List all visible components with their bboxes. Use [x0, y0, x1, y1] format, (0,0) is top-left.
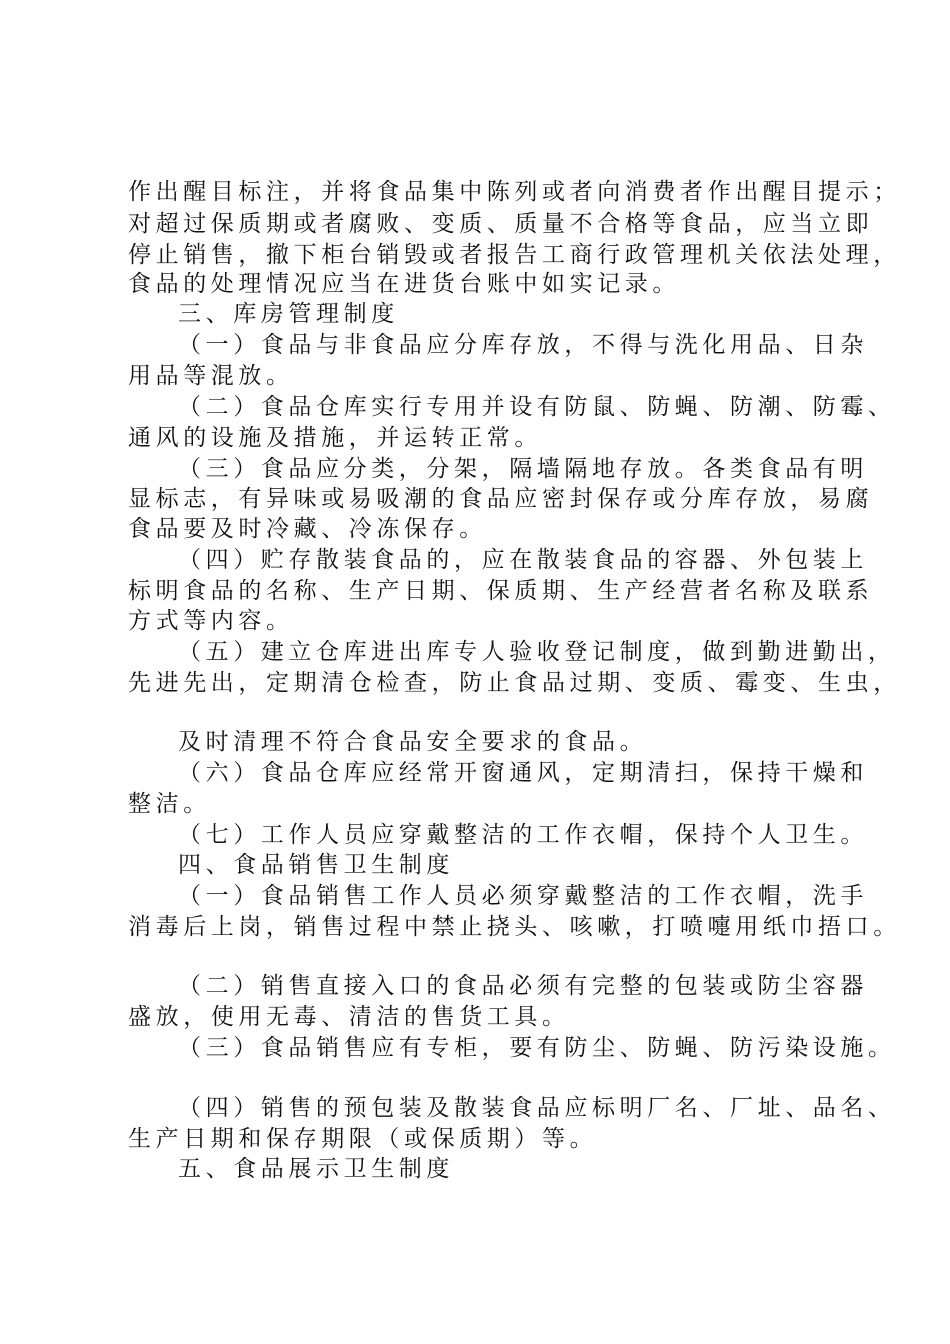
text-line: 整洁。 — [128, 791, 211, 817]
text-line: 用品等混放。 — [128, 363, 294, 389]
text-line: （六）食品仓库应经常开窗通风，定期清扫，保持干燥和 — [178, 760, 868, 786]
text-line: 生产日期和保存期限（或保质期）等。 — [128, 1126, 598, 1152]
section-heading: 四、食品销售卫生制度 — [178, 852, 454, 878]
section-heading: 五、食品展示卫生制度 — [178, 1156, 454, 1182]
text-line: 作出醒目标注，并将食品集中陈列或者向消费者作出醒目提示； — [128, 179, 901, 205]
text-line: 先进先出，定期清仓检查，防止食品过期、变质、霉变、生虫， — [128, 670, 901, 696]
text-line: 食品的处理情况应当在进货台账中如实记录。 — [128, 271, 680, 297]
text-line: 方式等内容。 — [128, 608, 294, 634]
text-line: （四）贮存散装食品的，应在散装食品的容器、外包装上 — [178, 547, 868, 573]
text-line: 通风的设施及措施，并运转正常。 — [128, 425, 542, 451]
text-line: （四）销售的预包装及散装食品应标明厂名、厂址、品名、 — [178, 1095, 896, 1121]
text-line: 消毒后上岗，销售过程中禁止挠头、咳嗽，打喷嚏用纸巾捂口。 — [128, 914, 901, 940]
text-line: 标明食品的名称、生产日期、保质期、生产经营者名称及联系 — [128, 578, 874, 604]
text-line: （二）销售直接入口的食品必须有完整的包装或防尘容器 — [178, 973, 868, 999]
text-line: 对超过保质期或者腐败、变质、质量不合格等食品，应当立即 — [128, 211, 874, 237]
text-line: 停止销售，撤下柜台销毁或者报告工商行政管理机关依法处理， — [128, 242, 901, 268]
text-line: 盛放，使用无毒、清洁的售货工具。 — [128, 1004, 570, 1030]
text-line: 及时清理不符合食品安全要求的食品。 — [178, 729, 648, 755]
text-line: （三）食品应分类，分架，隔墙隔地存放。各类食品有明 — [178, 456, 868, 482]
text-line: （七）工作人员应穿戴整洁的工作衣帽，保持个人卫生。 — [178, 822, 868, 848]
text-line: （三）食品销售应有专柜，要有防尘、防蝇、防污染设施。 — [178, 1035, 896, 1061]
text-line: 食品要及时冷藏、冷冻保存。 — [128, 516, 487, 542]
text-line: （五）建立仓库进出库专人验收登记制度，做到勤进勤出， — [178, 639, 896, 665]
text-line: （一）食品与非食品应分库存放，不得与洗化用品、日杂 — [178, 332, 868, 358]
text-line: （二）食品仓库实行专用并设有防鼠、防蝇、防潮、防霉、 — [178, 394, 896, 420]
section-heading: 三、库房管理制度 — [178, 301, 399, 327]
text-line: 显标志，有异味或易吸潮的食品应密封保存或分库存放，易腐 — [128, 486, 874, 512]
text-line: （一）食品销售工作人员必须穿戴整洁的工作衣帽，洗手 — [178, 883, 868, 909]
